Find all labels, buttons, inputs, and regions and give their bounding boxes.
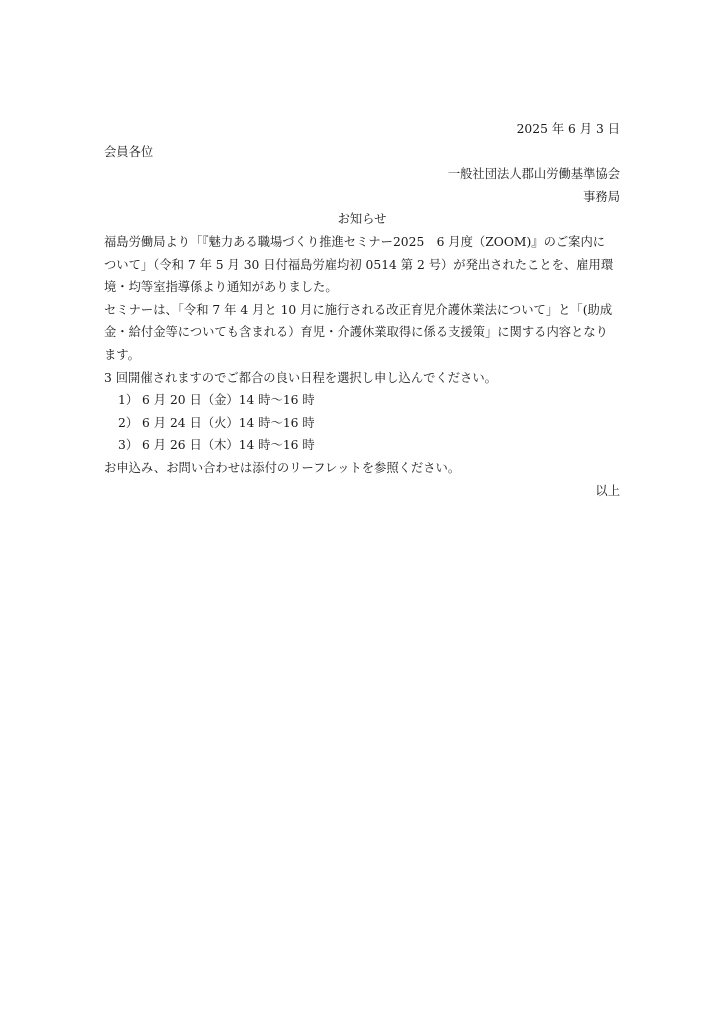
sender-office: 事務局 <box>583 189 620 204</box>
paragraph-1 <box>104 231 620 299</box>
paragraph-line: セミナーは、「令和 7 年 4 月と 10 月に施行される改正育児介護休業法について」と「(助成 <box>104 302 613 317</box>
document-page <box>104 118 620 502</box>
document-date: 2025 年 6 月 3 日 <box>516 122 620 136</box>
document-title: お知らせ <box>337 212 387 227</box>
paragraph-line: 境・均等室指導係より通知がありました。 <box>104 280 338 295</box>
schedule-list <box>104 389 620 457</box>
paragraph-2 <box>104 299 620 367</box>
paragraph-4: お申込み、お問い合わせは添付のリーフレットを参照ください。 <box>104 460 461 475</box>
paragraph-line: ます。 <box>104 347 140 362</box>
closing-mark: 以上 <box>595 483 620 498</box>
schedule-item: 1） 6 月 20 日（金）14 時〜16 時 <box>118 393 315 408</box>
addressee: 会員各位 <box>104 144 154 159</box>
paragraph-line: ついて」（令和 7 年 5 月 30 日付福島労雇均初 0514 第 2 号）が発出されたことを、雇用環 <box>104 257 614 272</box>
schedule-item: 2） 6 月 24 日（火）14 時〜16 時 <box>118 415 315 430</box>
sender-organization: 一般社団法人郡山労働基準協会 <box>447 167 620 182</box>
paragraph-line: 金・給付金等についても含まれる）育児・介護休業取得に係る支援策」に関する内容となり <box>104 325 608 340</box>
schedule-item: 3） 6 月 26 日（木）14 時〜16 時 <box>118 438 315 453</box>
paragraph-line: 福島労働局より「『魅力ある職場づくり推進セミナー2025 6 月度（ZOOM)』のご案内に <box>104 234 606 249</box>
paragraph-3: 3 回開催されますのでご都合の良い日程を選択し申し込んでください。 <box>104 370 497 385</box>
